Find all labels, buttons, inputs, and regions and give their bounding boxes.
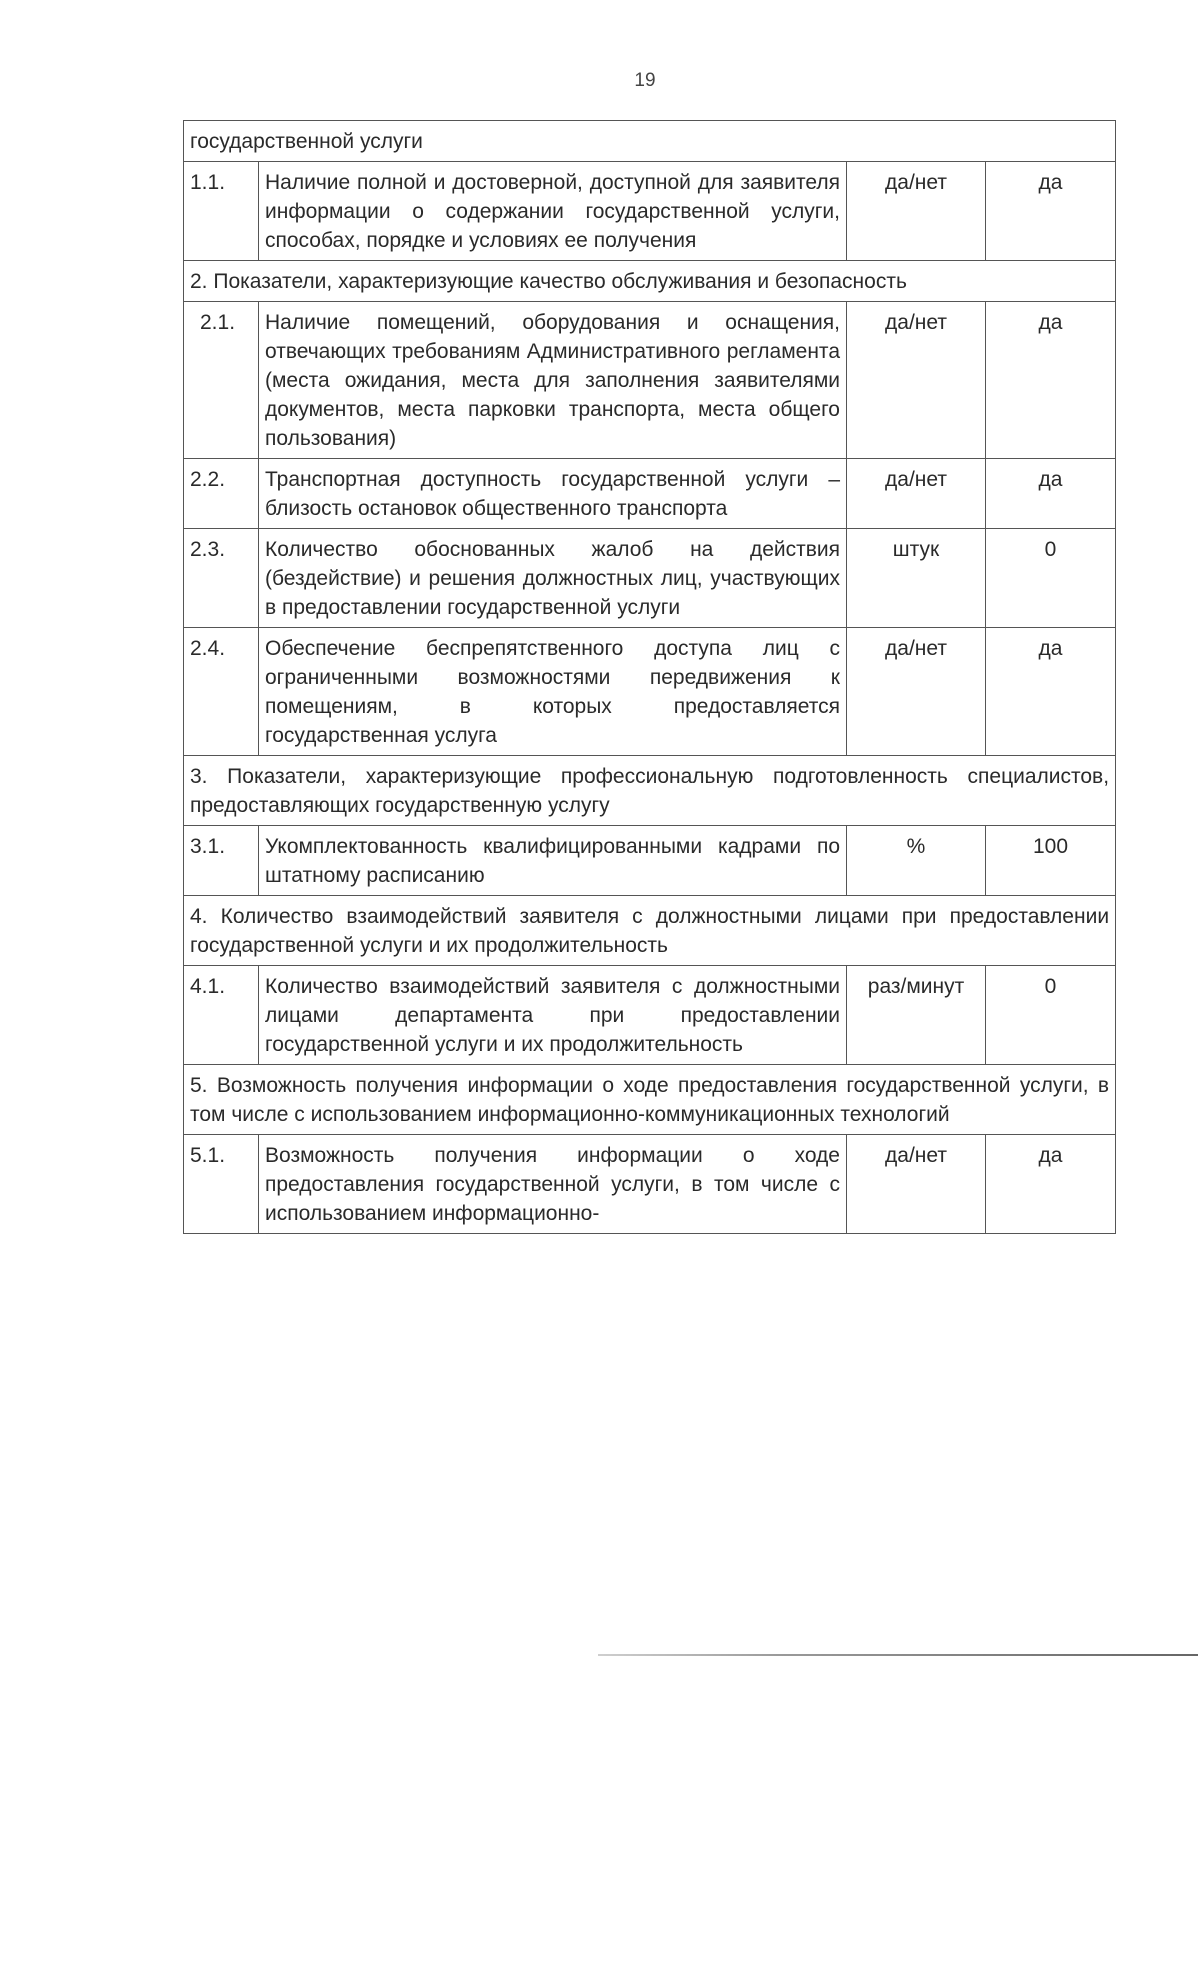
section-heading: 3. Показатели, характеризующие профессиональную подготовленность специалистов, предоставляющих государственную услугу	[184, 756, 1116, 826]
indicator-unit: да/нет	[847, 459, 986, 529]
indicator-unit: да/нет	[847, 302, 986, 459]
indicator-row	[184, 1135, 1116, 1234]
indicator-value: да	[986, 302, 1116, 459]
indicator-number: 1.1.	[184, 162, 259, 261]
page-number: 19	[634, 70, 656, 91]
indicator-number: 2.4.	[184, 628, 259, 756]
indicator-name: Укомплектованность квалифицированными кадрами по штатному расписанию	[259, 826, 847, 896]
indicator-number: 3.1.	[184, 826, 259, 896]
indicator-unit: штук	[847, 529, 986, 628]
indicator-value: да	[986, 628, 1116, 756]
section-heading: 2. Показатели, характеризующие качество обслуживания и безопасность	[184, 261, 1116, 302]
indicator-name: Количество взаимодействий заявителя с должностными лицами департамента при предоставлении государственной услуги и их продолжительность	[259, 966, 847, 1065]
indicator-row	[184, 966, 1116, 1065]
section-row	[184, 261, 1116, 302]
indicator-value: да	[986, 459, 1116, 529]
indicator-unit: %	[847, 826, 986, 896]
indicator-name: Возможность получения информации о ходе предоставления государственной услуги, в том числе с использованием информационно-	[259, 1135, 847, 1234]
indicators-table	[183, 120, 1116, 1234]
indicator-unit: да/нет	[847, 162, 986, 261]
indicator-value: 0	[986, 529, 1116, 628]
indicator-row	[184, 459, 1116, 529]
indicator-unit: да/нет	[847, 628, 986, 756]
section-row	[184, 756, 1116, 826]
section-row	[184, 1065, 1116, 1135]
section-heading: государственной услуги	[184, 121, 1116, 162]
indicator-value: да	[986, 1135, 1116, 1234]
indicator-number: 4.1.	[184, 966, 259, 1065]
indicator-row	[184, 162, 1116, 261]
section-heading: 5. Возможность получения информации о ходе предоставления государственной услуги, в том числе с использованием информационно-коммуникационных технологий	[184, 1065, 1116, 1135]
indicator-value: 100	[986, 826, 1116, 896]
footer-rule	[598, 1654, 1198, 1656]
indicator-name: Наличие помещений, оборудования и оснащения, отвечающих требованиям Административного регламента (места ожидания, места для заполнения заявителями документов, места парковки транспорта, места общего пользования)	[259, 302, 847, 459]
section-heading: 4. Количество взаимодействий заявителя с должностными лицами при предоставлении государственной услуги и их продолжительность	[184, 896, 1116, 966]
indicator-name: Наличие полной и достоверной, доступной для заявителя информации о содержании государственной услуги, способах, порядке и условиях ее получения	[259, 162, 847, 261]
indicator-number: 2.3.	[184, 529, 259, 628]
indicator-row	[184, 628, 1116, 756]
indicator-name: Количество обоснованных жалоб на действия (бездействие) и решения должностных лиц, участвующих в предоставлении государственной услуги	[259, 529, 847, 628]
indicator-unit: раз/минут	[847, 966, 986, 1065]
indicator-number: 5.1.	[184, 1135, 259, 1234]
indicator-row	[184, 529, 1116, 628]
indicator-name: Обеспечение беспрепятственного доступа лиц с ограниченными возможностями передвижения к помещениям, в которых предоставляется государственная услуга	[259, 628, 847, 756]
indicator-row	[184, 826, 1116, 896]
indicator-unit: да/нет	[847, 1135, 986, 1234]
section-row	[184, 121, 1116, 162]
section-row	[184, 896, 1116, 966]
indicator-number: 2.2.	[184, 459, 259, 529]
indicator-number: 2.1.	[184, 302, 259, 459]
indicator-value: 0	[986, 966, 1116, 1065]
indicator-name: Транспортная доступность государственной услуги – близость остановок общественного транспорта	[259, 459, 847, 529]
indicator-value: да	[986, 162, 1116, 261]
indicator-row	[184, 302, 1116, 459]
